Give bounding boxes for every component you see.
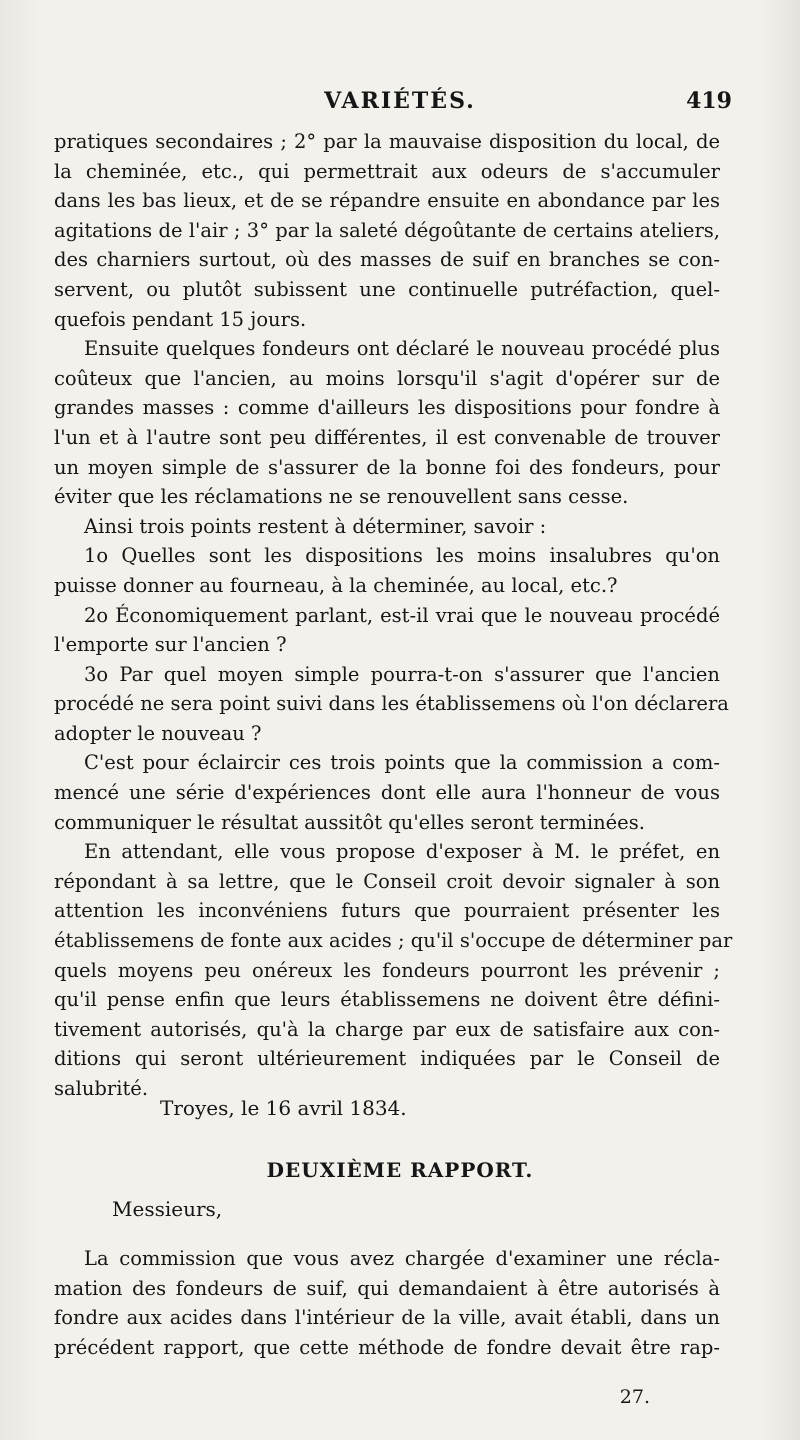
page-number: 419 bbox=[686, 88, 732, 114]
text-line: précédent rapport, que cette méthode de fondre devait être rap- bbox=[54, 1335, 720, 1359]
text-line: 3o Par quel moyen simple pourra-t-on s'assurer que l'ancien bbox=[84, 662, 720, 686]
text-line: un moyen simple de s'assurer de la bonne foi des fondeurs, pour bbox=[54, 455, 720, 479]
text-line: attention les inconvéniens futurs que pourraient présenter les bbox=[54, 899, 720, 923]
text-line: des charniers surtout, où des masses de suif en branches se con- bbox=[54, 248, 720, 272]
text-line: adopter le nouveau ? bbox=[54, 721, 262, 745]
second-report-text bbox=[54, 1244, 720, 1362]
text-line: qu'il pense enfin que leurs établissemens ne doivent être défini- bbox=[54, 988, 720, 1012]
body-text bbox=[54, 127, 733, 1104]
text-line: puisse donner au fourneau, à la cheminée, au local, etc.? bbox=[54, 573, 618, 597]
text-line: procédé ne sera point suivi dans les établissemens où l'on déclarera bbox=[54, 692, 729, 716]
text-line: fondre aux acides dans l'intérieur de la ville, avait établi, dans un bbox=[54, 1306, 720, 1330]
text-line: tivement autorisés, qu'à la charge par eux de satisfaire aux con- bbox=[54, 1017, 720, 1041]
text-line: quefois pendant 15 jours. bbox=[54, 307, 307, 331]
text-line: 1o Quelles sont les dispositions les moins insalubres qu'on bbox=[84, 544, 720, 568]
text-line: Ensuite quelques fondeurs ont déclaré le nouveau procédé plus bbox=[84, 337, 720, 361]
text-line: répondant à sa lettre, que le Conseil croit devoir signaler à son bbox=[54, 869, 720, 893]
text-line: établissemens de fonte aux acides ; qu'il s'occupe de déterminer par bbox=[54, 929, 733, 953]
text-line: communiquer le résultat aussitôt qu'elles seront terminées. bbox=[54, 810, 645, 834]
text-line: La commission que vous avez chargée d'examiner une récla- bbox=[84, 1247, 720, 1270]
text-line: 2o Économiquement parlant, est-il vrai que le nouveau procédé bbox=[84, 603, 720, 627]
place-date-signoff: Troyes, le 16 avril 1834. bbox=[160, 1096, 407, 1120]
text-line: C'est pour éclaircir ces trois points que la commission a com- bbox=[84, 751, 720, 775]
text-line: mation des fondeurs de suif, qui demandaient à être autorisés à bbox=[54, 1276, 720, 1300]
text-line: la cheminée, etc., qui permettrait aux odeurs de s'accumuler bbox=[54, 159, 720, 183]
text-line: dans les bas lieux, et de se répandre ensuite en abondance par les bbox=[54, 189, 720, 213]
text-line: agitations de l'air ; 3° par la saleté dégoûtante de certains ateliers, bbox=[54, 218, 720, 242]
text-line: servent, ou plutôt subissent une continuelle putréfaction, quel- bbox=[54, 277, 720, 301]
text-line: coûteux que l'ancien, au moins lorsqu'il s'agit d'opérer sur de bbox=[54, 366, 720, 390]
text-line: l'un et à l'autre sont peu différentes, il est convenable de trouver bbox=[54, 425, 720, 449]
text-line: quels moyens peu onéreux les fondeurs pourront les prévenir ; bbox=[54, 958, 720, 982]
signature-mark: 27. bbox=[619, 1386, 650, 1408]
text-line: grandes masses : comme d'ailleurs les dispositions pour fondre à bbox=[54, 396, 720, 420]
running-head bbox=[0, 88, 800, 128]
text-line: ditions qui seront ultérieurement indiquées par le Conseil de bbox=[54, 1047, 720, 1071]
text-line: éviter que les réclamations ne se renouvellent sans cesse. bbox=[54, 485, 629, 509]
text-line: mencé une série d'expériences dont elle aura l'honneur de vous bbox=[54, 781, 720, 805]
text-line: En attendant, elle vous propose d'exposer à M. le préfet, en bbox=[84, 840, 720, 864]
salutation: Messieurs, bbox=[112, 1197, 223, 1221]
text-line: l'emporte sur l'ancien ? bbox=[54, 633, 287, 657]
running-title: VARIÉTÉS. bbox=[324, 88, 476, 114]
text-line: Ainsi trois points restent à déterminer, savoir : bbox=[84, 514, 547, 538]
text-line: pratiques secondaires ; 2° par la mauvaise disposition du local, de bbox=[54, 130, 720, 153]
text-line: salubrité. bbox=[54, 1077, 149, 1100]
section-heading: DEUXIÈME RAPPORT. bbox=[266, 1158, 534, 1182]
